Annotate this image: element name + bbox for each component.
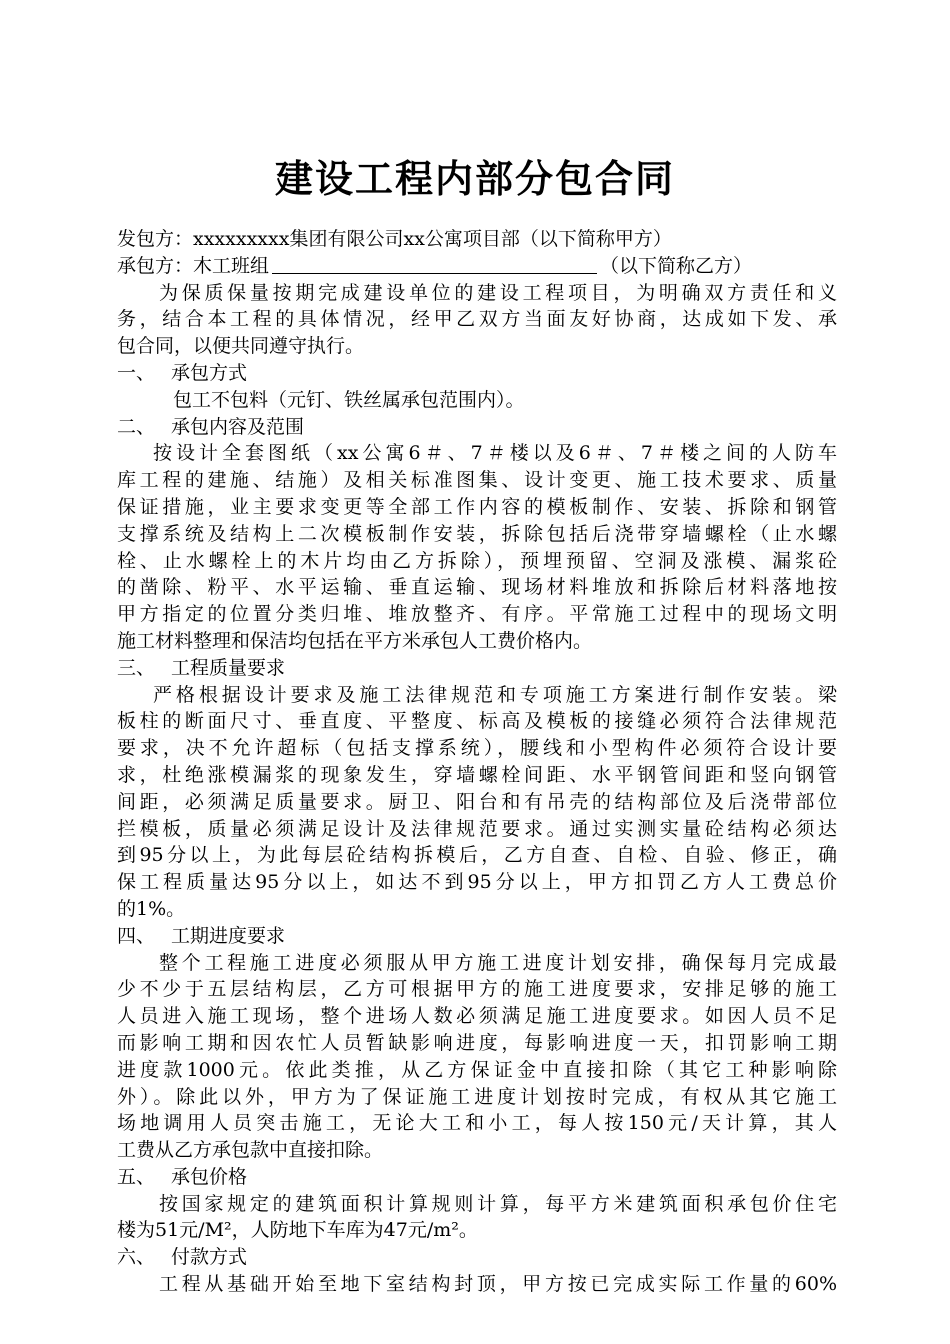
- section-line: 严格根据设计要求及施工法律规范和专项施工方案进行制作安装。梁: [153, 683, 837, 706]
- section-title: 承包内容及范围: [171, 415, 305, 438]
- section-heading-3: [117, 655, 837, 682]
- intro-paragraph: [117, 280, 837, 360]
- section-title: 工期进度要求: [171, 924, 286, 947]
- section-heading-1: [117, 360, 837, 387]
- section-line: 按国家规定的建筑面积计算规则计算，每平方米建筑面积承包价住宅: [159, 1192, 837, 1215]
- section-line: 间距，必须满足质量要求。厨卫、阳台和有吊壳的结构部位及后浇带部位: [117, 790, 837, 813]
- intro-line: 包合同，以便共同遵守执行。: [117, 335, 365, 358]
- contractor-suffix: （以下简称乙方）: [600, 254, 753, 277]
- section-line: 拦模板，质量必须满足设计及法律规范要求。通过实测实量砼结构必须达: [117, 817, 837, 840]
- section-line: 按设计全套图纸（xx公寓6＃、7＃楼以及6＃、7＃楼之间的人防车: [153, 442, 837, 465]
- section-line: 求，杜绝涨模漏浆的现象发生，穿墙螺栓间距、水平钢管间距和竖向钢管: [117, 763, 837, 786]
- section-title: 付款方式: [171, 1246, 248, 1269]
- section-number: 五、: [117, 1165, 156, 1188]
- section-title: 承包方式: [171, 361, 248, 384]
- section-line: 整个工程施工进度必须服从甲方施工进度计划安排，确保每月完成最: [159, 951, 837, 974]
- section-line: 外）。除此以外，甲方为了保证施工进度计划按时完成，有权从其它施工: [117, 1085, 837, 1108]
- intro-line: 务，结合本工程的具体情况，经甲乙双方当面友好协商，达成如下发、承: [117, 308, 837, 331]
- section-number: 六、: [117, 1246, 156, 1269]
- contractor-name-blank: [272, 253, 597, 274]
- section-number: 二、: [117, 415, 156, 438]
- section-line: 栓、止水螺栓上的木片均由乙方拆除），预埋预留、空洞及涨模、漏浆砼: [117, 549, 837, 572]
- section-number: 四、: [117, 924, 156, 947]
- section-heading-2: [117, 414, 837, 441]
- section-line: 的1%。: [117, 897, 186, 920]
- section-line: 支撑系统及结构上二次模板制作安装，拆除包括后浇带穿墙螺栓（止水螺: [117, 522, 837, 545]
- section-line: 楼为51元/M²，人防地下车库为47元/m²。: [117, 1219, 478, 1242]
- section-heading-4: [117, 923, 837, 950]
- section-line: 而影响工期和因农忙人员暂缺影响进度，每影响进度一天，扣罚影响工期: [117, 1031, 837, 1054]
- section-line: 库工程的建施、结施）及相关标准图集、设计变更、施工技术要求、质量: [117, 469, 837, 492]
- intro-line: 为保质保量按期完成建设单位的建设工程项目，为明确双方责任和义: [159, 281, 837, 304]
- section-line: 工费从乙方承包款中直接扣除。: [117, 1139, 384, 1162]
- section-title: 承包价格: [171, 1165, 248, 1188]
- section-line: 少不少于五层结构层，乙方可根据甲方的施工进度要求，安排足够的施工: [117, 978, 837, 1001]
- section-number: 一、: [117, 361, 156, 384]
- contract-title: 建设工程内部分包合同: [274, 157, 675, 201]
- contractor-prefix: 承包方：木工班组: [117, 254, 270, 277]
- section-line: 保工程质量达95分以上，如达不到95分以上，甲方扣罚乙方人工费总价: [117, 871, 837, 894]
- section-heading-5: [117, 1164, 837, 1191]
- section-title: 工程质量要求: [171, 656, 286, 679]
- section-line: 保证措施，业主要求变更等全部工作内容的模板制作、安装、拆除和钢管: [117, 495, 837, 518]
- section-heading-6: [117, 1244, 837, 1271]
- section-line: 场地调用人员突击施工，无论大工和小工，每人按150元/天计算，其人: [117, 1112, 837, 1135]
- section-line: 要求，决不允许超标（包括支撑系统），腰线和小型构件必须符合设计要: [117, 737, 837, 760]
- section-line: 进度款1000元。依此类推，从乙方保证金中直接扣除（其它工种影响除: [117, 1058, 837, 1081]
- employer-line: 发包方：xxxxxxxxx集团有限公司xx公寓项目部（以下简称甲方）: [117, 228, 672, 250]
- section-number: 三、: [117, 656, 156, 679]
- section-line: 人员进入施工现场，整个进场人数必须满足施工进度要求。如因人员不足: [117, 1005, 837, 1028]
- section-line: 包工不包料（元钉、铁丝属承包范围内）。: [173, 388, 525, 411]
- section-line: 到95分以上，为此每层砼结构拆模后，乙方自查、自检、自验、修正，确: [117, 844, 837, 867]
- section-line: 的凿除、粉平、水平运输、垂直运输、现场材料堆放和拆除后材料落地按: [117, 576, 837, 599]
- section-line: 甲方指定的位置分类归堆、堆放整齐、有序。平常施工过程中的现场文明: [117, 603, 837, 626]
- contract-body: [117, 226, 837, 1298]
- section-line: 板柱的断面尺寸、垂直度、平整度、标高及模板的接缝必须符合法律规范: [117, 710, 837, 733]
- section-line: 施工材料整理和保洁均包括在平方米承包人工费价格内。: [117, 629, 593, 652]
- contractor-line: [117, 253, 837, 280]
- section-line: 工程从基础开始至地下室结构封顶，甲方按已完成实际工作量的60%: [159, 1273, 837, 1296]
